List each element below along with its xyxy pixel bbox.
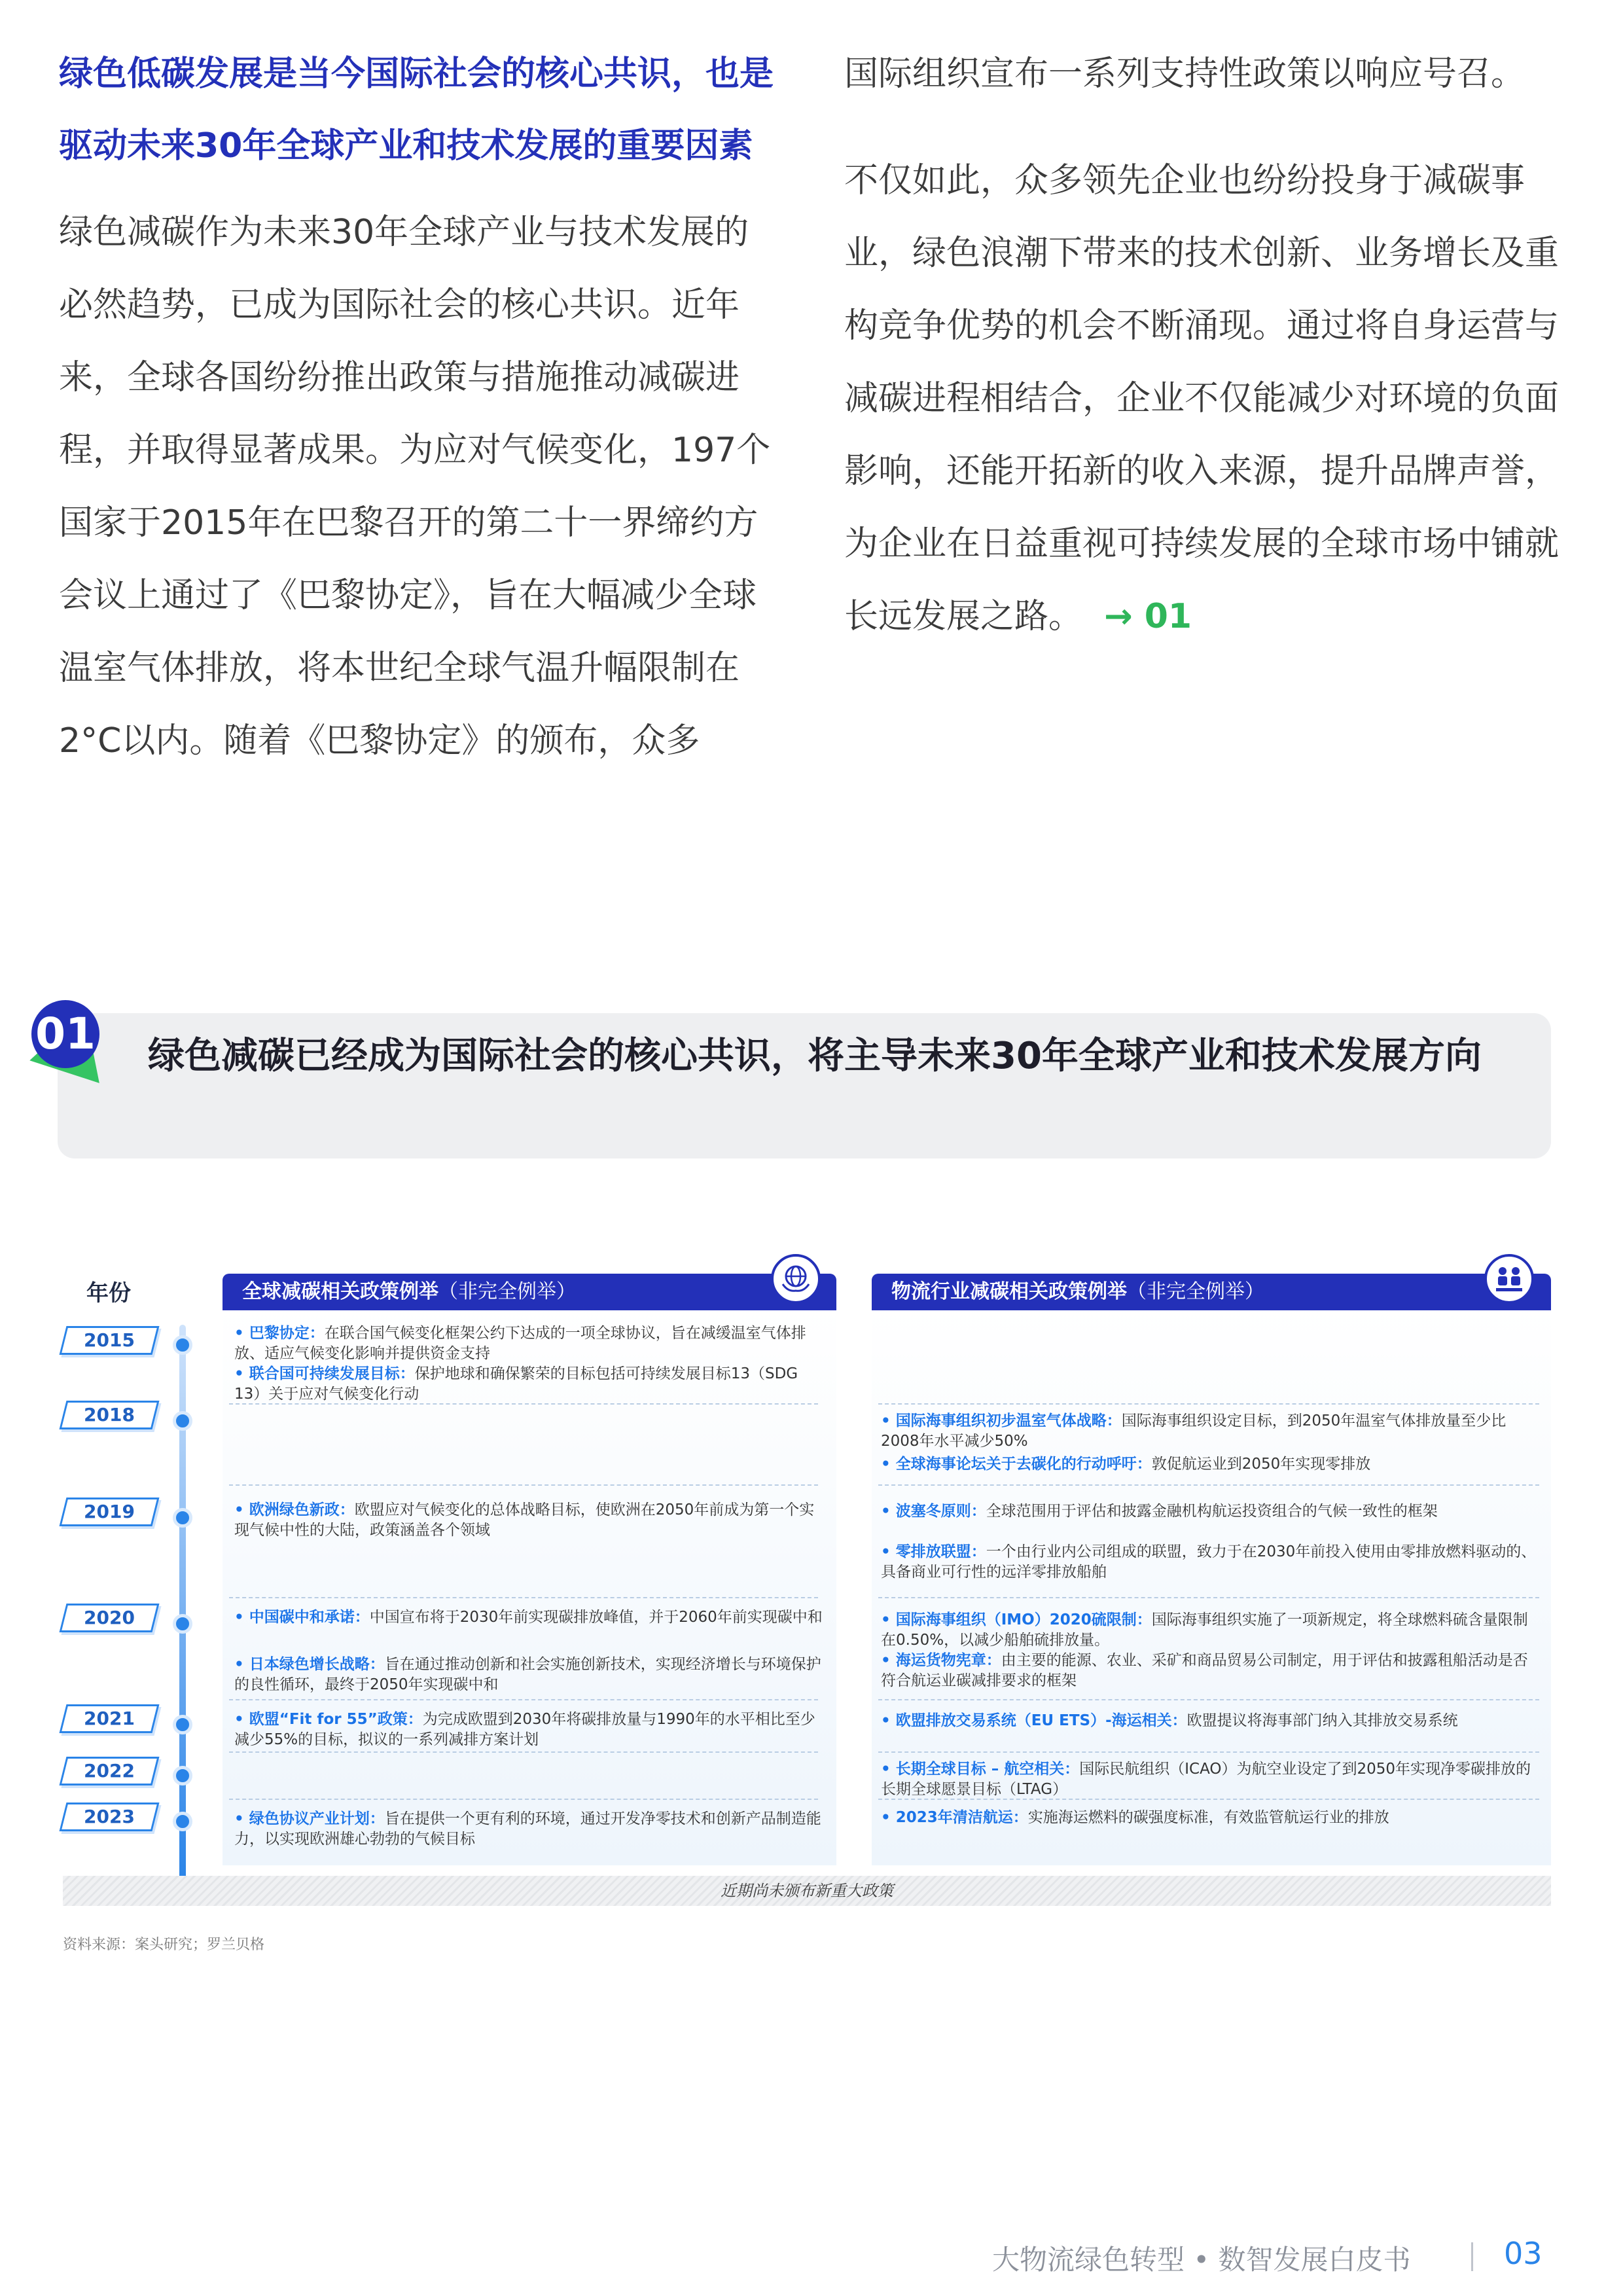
intro-right-paragraph-1: 国际组织宣布一系列支持性政策以响应号召。 — [844, 54, 1525, 94]
policy-entry-sdg: • 联合国可持续发展目标：保护地球和确保繁荣的目标包括可持续发展目标13（SDG 13）关于应对气候变化行动 — [234, 1365, 798, 1403]
timeline-axis — [179, 1325, 186, 1880]
section-number: 01 — [31, 1000, 99, 1068]
page-number: 03 — [1504, 2236, 1543, 2271]
year-label: 2023 — [84, 1806, 135, 1827]
footer-divider — [1471, 2242, 1473, 2271]
intro-left-paragraph: 绿色减碳作为未来30年全球产业与技术发展的必然趋势，已成为国际社会的核心共识。近年来，全球各国纷纷推出政策与措施推动减碳进程，并取得显著成果。为应对气候变化，197个国家于2015年在巴黎召开的第二十一界缔约方会议上通过了《巴黎协定》，旨在大幅减少全球温室气体排放，将本世纪全球气温升幅限制在2°C以内。随着《巴黎协定》的颁布，众多 — [59, 213, 771, 761]
policy-entry-fit-for-55: • 欧盟“Fit for 55”政策：为完成欧盟到2030年将碳排放量与1990年的水平相比至少减少55%的目标，拟议的一系列减排方案计划 — [234, 1711, 815, 1748]
timeline-dot-2022 — [173, 1766, 192, 1785]
timeline-dot-2021 — [173, 1715, 192, 1734]
timeline-dot-2015 — [173, 1335, 192, 1355]
intro-left-column — [59, 38, 779, 778]
footer-title: 大物流绿色转型 • 数智发展白皮书 — [992, 2244, 1411, 2276]
section-number-badge — [26, 995, 111, 1080]
intro-heading: 绿色低碳发展是当今国际社会的核心共识，也是驱动未来30年全球产业和技术发展的重要因素 — [59, 54, 774, 166]
global-policy-header-note: （非完全例举） — [438, 1280, 576, 1303]
logistics-entry-gmf: • 全球海事论坛关于去碳化的行动呼吁：敦促航运业到2050年实现零排放 — [881, 1456, 1371, 1473]
logistics-policy-header-title: 物流行业减碳相关政策例举 — [891, 1280, 1127, 1303]
row-separator — [229, 1799, 818, 1800]
row-separator — [229, 1751, 818, 1753]
intro-right-column — [844, 38, 1564, 653]
year-label: 2020 — [84, 1607, 135, 1628]
row-separator — [229, 1484, 818, 1486]
logistics-entry-clean-shipping: • 2023年清洁航运：实施海运燃料的碳强度标准，有效监管航运行业的排放 — [881, 1809, 1389, 1826]
reference-link-01[interactable]: → 01 — [1104, 597, 1192, 636]
policy-entry-green-deal-industrial: • 绿色协议产业计划：旨在提供一个更有利的环境，通过开发净零技术和创新产品制造能力，以实现欧洲雄心勃勃的气候目标 — [234, 1810, 821, 1848]
globe-hands-icon — [771, 1254, 821, 1304]
logistics-entry-imo-sulphur: • 国际海事组织（IMO）2020硫限制：国际海事组织实施了一项新规定，将全球燃料硫含量限制在0.50%，以减少船舶硫排放量。 — [881, 1611, 1528, 1649]
year-label: 2021 — [84, 1708, 135, 1729]
logistics-entry-poseidon: • 波塞冬原则：全球范围用于评估和披露金融机构航运投资组合的气候一致性的框架 — [881, 1503, 1438, 1520]
year-tag-2019 — [60, 1498, 160, 1526]
timeline-dot-2019 — [173, 1508, 192, 1528]
row-separator — [878, 1699, 1539, 1700]
logistics-entry-imo-ghg: • 国际海事组织初步温室气体战略：国际海事组织设定目标，到2050年温室气体排放量至少比2008年水平减少50% — [881, 1412, 1507, 1450]
year-tag-2023 — [60, 1803, 160, 1831]
year-label: 2015 — [84, 1329, 135, 1351]
policy-entry-china-carbon: • 中国碳中和承诺：中国宣布将于2030年前实现碳排放峰值，并于2060年前实现碳中和 — [234, 1609, 823, 1626]
row-separator — [878, 1597, 1539, 1598]
timeline-dot-2020 — [173, 1614, 192, 1634]
row-separator — [878, 1751, 1539, 1753]
recent-policy-note: 近期尚未颁布新重大政策 — [63, 1876, 1551, 1906]
logistics-entry-sea-cargo: • 海运货物宪章：由主要的能源、农业、采矿和商品贸易公司制定，用于评估和披露租船活动是否符合航运业碳减排要求的框架 — [881, 1652, 1528, 1689]
intro-right-paragraph-2-text: 不仅如此，众多领先企业也纷纷投身于减碳事业，绿色浪潮下带来的技术创新、业务增长及重构竞争优势的机会不断涌现。通过将自身运营与减碳进程相结合，企业不仅能减少对环境的负面影响，还能开拓新的收入来源，提升品牌声誉，为企业在日益重视可持续发展的全球市场中铺就长远发展之路。 — [844, 161, 1560, 636]
year-label: 2019 — [84, 1501, 135, 1522]
row-separator — [878, 1403, 1539, 1405]
section-title: 绿色减碳已经成为国际社会的核心共识，将主导未来30年全球产业和技术发展方向 — [148, 1035, 1482, 1077]
year-tag-2020 — [60, 1604, 160, 1632]
policy-entry-paris: • 巴黎协定：在联合国气候变化框架公约下达成的一项全球协议，旨在减缓温室气体排放、适应气候变化影响并提供资金支持 — [234, 1325, 806, 1362]
global-policy-header — [223, 1274, 836, 1310]
row-separator — [229, 1597, 818, 1598]
year-tag-2018 — [60, 1401, 160, 1429]
source-note: 资料来源：案头研究；罗兰贝格 — [63, 1937, 265, 1953]
policy-entry-eu-green-deal: • 欧洲绿色新政：欧盟应对气候变化的总体战略目标，使欧洲在2050年前成为第一个实现气候中性的大陆，政策涵盖各个领域 — [234, 1501, 815, 1539]
intro-right-paragraph-2 — [844, 145, 1564, 653]
logistics-entry-eu-ets: • 欧盟排放交易系统（EU ETS）-海运相关：欧盟提议将海事部门纳入其排放交易系统 — [881, 1712, 1458, 1729]
logistics-entry-zero-emission: • 零排放联盟：一个由行业内公司组成的联盟，致力于在2030年前投入使用由零排放燃料驱动的、具备商业可行性的远洋零排放船舶 — [881, 1543, 1537, 1581]
year-tag-2015 — [60, 1326, 160, 1355]
year-tag-2022 — [60, 1757, 160, 1785]
year-column-header: 年份 — [86, 1280, 131, 1306]
row-separator — [878, 1484, 1539, 1486]
row-separator — [229, 1699, 818, 1700]
policy-entry-japan-green: • 日本绿色增长战略：旨在通过推动创新和社会实施创新技术，实现经济增长与环境保护的良性循环，最终于2050年实现碳中和 — [234, 1656, 821, 1693]
timeline-dot-2018 — [173, 1411, 192, 1431]
people-chart-icon — [1484, 1254, 1534, 1304]
logistics-entry-ltag: • 长期全球目标 – 航空相关：国际民航组织（ICAO）为航空业设定了到2050年实现净零碳排放的长期全球愿景目标（LTAG） — [881, 1761, 1531, 1798]
global-policy-header-title: 全球减碳相关政策例举 — [242, 1280, 438, 1303]
year-label: 2022 — [84, 1760, 135, 1782]
logistics-policy-header-note: （非完全例举） — [1127, 1280, 1264, 1303]
year-tag-2021 — [60, 1704, 160, 1733]
year-label: 2018 — [84, 1404, 135, 1426]
logistics-policy-header — [872, 1274, 1551, 1310]
timeline-dot-2023 — [173, 1812, 192, 1831]
